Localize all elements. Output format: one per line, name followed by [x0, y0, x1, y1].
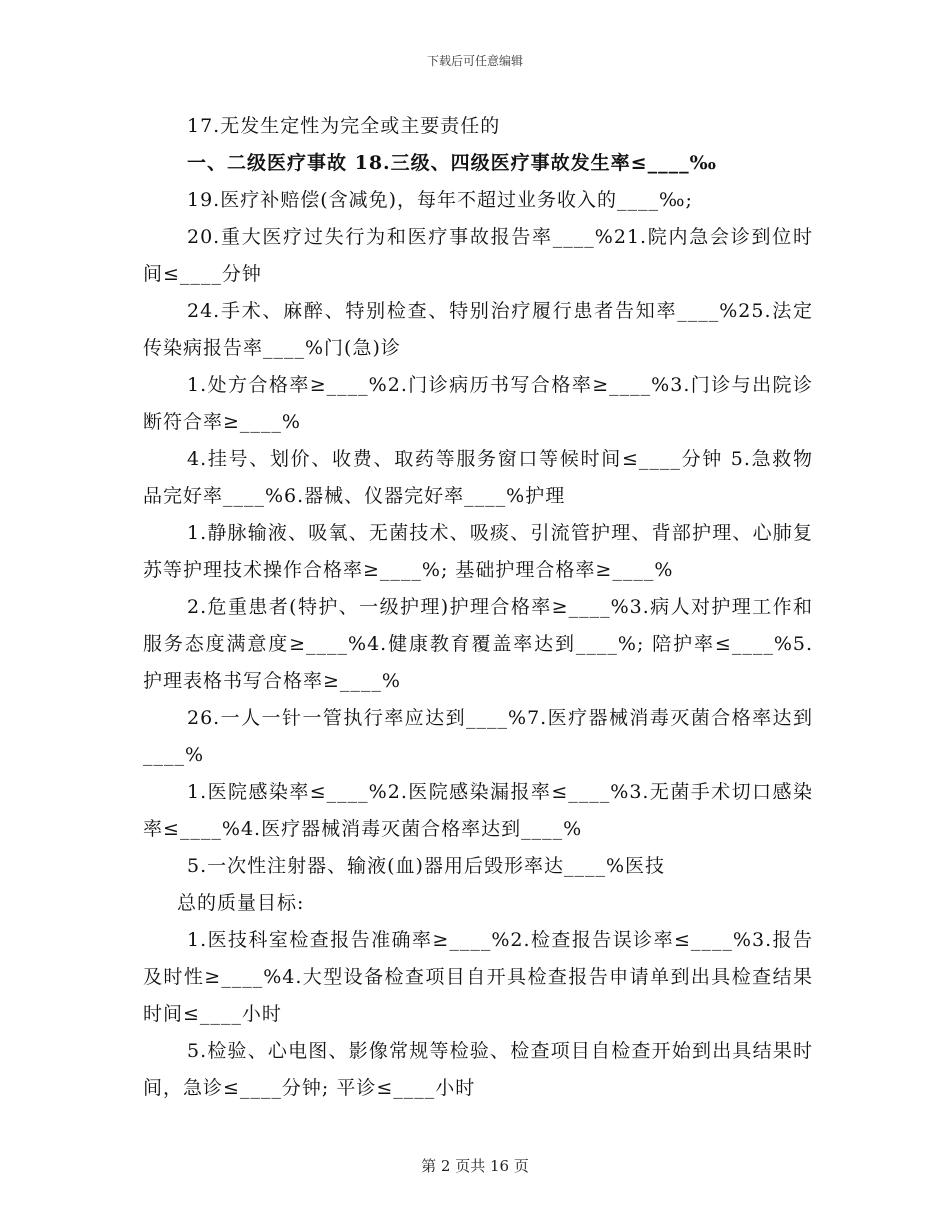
paragraph-outpatient-4: 4.挂号、划价、收费、取药等服务窗口等候时间≤____分钟 5.急救物品完好率____%6.器械、仪器完好率____%护理	[143, 448, 813, 507]
paragraph-17: 17.无发生定性为完全或主要责任的	[187, 115, 501, 137]
paragraph-infection-1: 1.医院感染率≤____%2.医院感染漏报率≤____%3.无菌手术切口感染率≤____%4.医疗器械消毒灭菌合格率达到____%	[143, 781, 813, 840]
paragraph-19: 19.医疗补赔偿(含减免)，每年不超过业务收入的____‰;	[187, 189, 693, 211]
page-header: 下载后可任意编辑	[426, 54, 523, 68]
paragraph-outpatient-1: 1.处方合格率≥____%2.门诊病历书写合格率≥____%3.门诊与出院诊断符合率≥____%	[143, 374, 813, 433]
paragraph-nursing-2: 2.危重患者(特护、一级护理)护理合格率≥____%3.病人对护理工作和服务态度满意度≥____%4.健康教育覆盖率达到____%; 陪护率≤____%5.护理表格书写合格率≥____%	[143, 596, 813, 692]
document-body	[143, 108, 813, 1107]
paragraph-24: 24.手术、麻醉、特别检查、特别治疗履行患者告知率____%25.法定传染病报告率____%门(急)诊	[143, 300, 813, 359]
paragraph-26: 26.一人一针一管执行率应达到____%7.医疗器械消毒灭菌合格率达到____%	[143, 707, 813, 766]
paragraph-nursing-1: 1.静脉输液、吸氧、无菌技术、吸痰、引流管护理、背部护理、心肺复苏等护理技术操作合格率≥____%; 基础护理合格率≥____%	[143, 522, 813, 581]
paragraph-infection-5: 5.一次性注射器、输液(血)器用后毁形率达____%医技	[187, 855, 666, 877]
page-footer: 第 2 页共 16 页	[421, 1157, 529, 1175]
paragraph-20: 20.重大医疗过失行为和医疗事故报告率____%21.院内急会诊到位时间≤____分钟	[143, 226, 813, 285]
paragraph-quality-goals: 总的质量目标:	[177, 892, 305, 914]
paragraph-medtech-1: 1.医技科室检查报告准确率≥____%2.检查报告误诊率≤____%3.报告及时性≥____%4.大型设备检查项目自开具检查报告申请单到出具检查结果时间≤____小时	[143, 929, 813, 1025]
paragraph-18: 一、二级医疗事故 18.三级、四级医疗事故发生率≤____‰	[187, 152, 717, 174]
paragraph-medtech-5: 5.检验、心电图、影像常规等检验、检查项目自检查开始到出具结果时间，急诊≤____分钟; 平诊≤____小时	[143, 1040, 813, 1099]
